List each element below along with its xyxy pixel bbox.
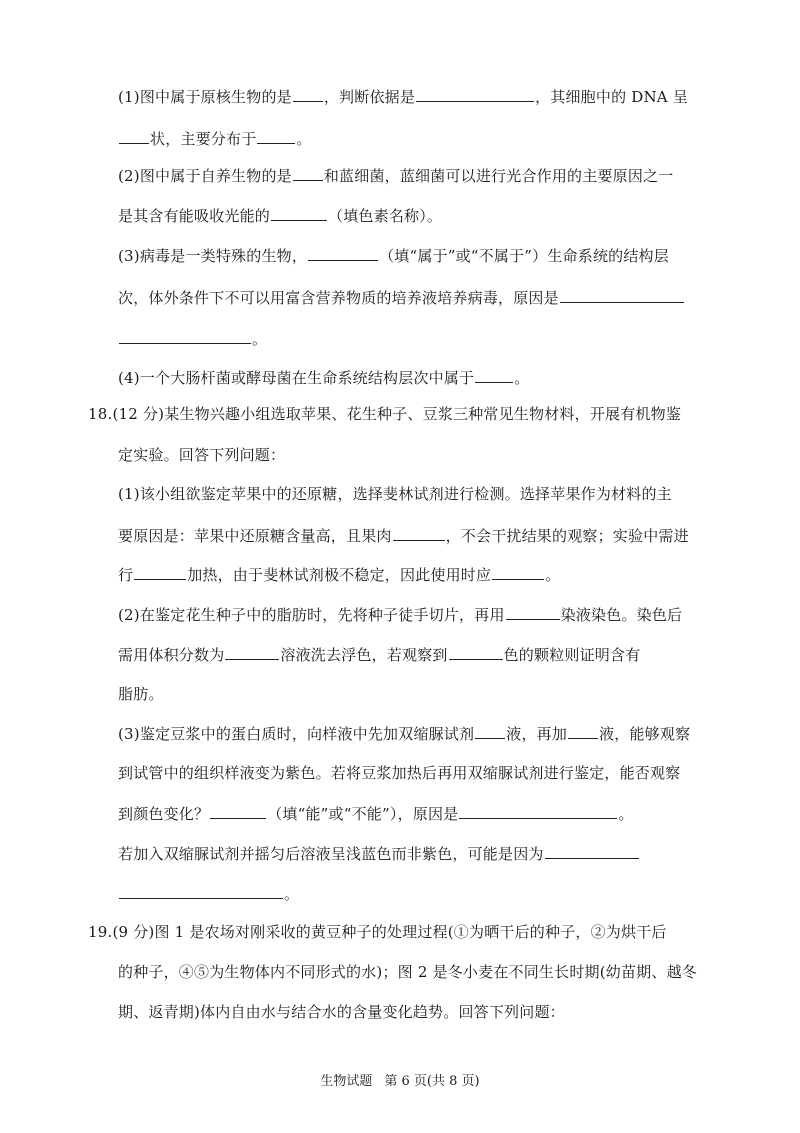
q18-part1-line2: 要原因是：苹果中还原糖含量高，且果肉 ，不会干扰结果的观察；实验中需进 <box>118 527 689 545</box>
answer-blank[interactable] <box>475 367 513 383</box>
q18-part1-line3: 行 加热，由于斐林试剂极不稳定，因此使用时应 。 <box>118 566 561 584</box>
q18-part3-line5: 。 <box>118 883 299 904</box>
answer-blank[interactable] <box>560 287 684 303</box>
q17-part2-line2: 是其含有能吸收光能的 （填色素名称）。 <box>118 207 443 225</box>
q18-header-line2: 定实验。回答下列问题： <box>118 446 286 464</box>
q18-part2-line2: 需用体积分数为 溶液洗去浮色，若观察到 色的颗粒则证明含有 <box>118 646 641 664</box>
answer-blank[interactable] <box>459 803 617 819</box>
answer-blank[interactable] <box>492 564 544 580</box>
q17-part4: (4)一个大肠杆菌或酵母菌在生命系统结构层次中属于 。 <box>118 369 530 387</box>
answer-blank[interactable] <box>475 723 505 739</box>
q18-part3-line2: 到试管中的组织样液变为紫色。若将豆浆加热后再用双缩脲试剂进行鉴定，能否观察 <box>118 764 681 782</box>
answer-blank[interactable] <box>293 165 323 181</box>
q18-part2-line3: 脂肪。 <box>118 685 164 703</box>
q19-line1: 19.(9 分)图 1 是农场对刚采收的黄豆种子的处理过程(①为晒干后的种子，②为烘干后 <box>88 923 667 941</box>
answer-blank[interactable] <box>308 245 378 261</box>
footer-page-number: 第 6 页(共 8 页) <box>384 1074 480 1089</box>
q17-part1-line1: (1)图中属于原核生物的是 ，判断依据是 ，其细胞中的 DNA 呈 <box>118 88 688 106</box>
q18-header-line1: 18.(12 分)某生物兴趣小组选取苹果、花生种子、豆浆三种常见生物材料，开展有机物鉴 <box>88 405 682 423</box>
page-footer <box>0 1070 800 1089</box>
answer-blank[interactable] <box>568 723 598 739</box>
q19-line2: 的种子，④⑤为生物体内不同形式的水)；图 2 是冬小麦在不同生长时期(幼苗期、越冬 <box>118 963 697 981</box>
q18-part3-line3: 到颜色变化？ （填“能”或“不能”），原因是 。 <box>118 805 634 823</box>
answer-blank[interactable] <box>545 843 639 859</box>
q18-part3-line1: (3)鉴定豆浆中的蛋白质时，向样液中先加双缩脲试剂 液，再加 液，能够观察 <box>118 725 691 743</box>
answer-blank[interactable] <box>257 128 295 144</box>
answer-blank[interactable] <box>210 803 266 819</box>
q19-line3: 期、返青期)体内自由水与结合水的含量变化趋势。回答下列问题： <box>118 1003 565 1021</box>
answer-blank[interactable] <box>119 883 283 899</box>
answer-blank[interactable] <box>449 644 503 660</box>
answer-blank[interactable] <box>293 86 323 102</box>
q18-part3-line4: 若加入双缩脲试剂并摇匀后溶液呈浅蓝色而非紫色，可能是因为 <box>118 843 640 864</box>
q17-part3-line3: 。 <box>118 328 267 349</box>
answer-blank[interactable] <box>393 525 445 541</box>
answer-blank[interactable] <box>506 604 560 620</box>
answer-blank[interactable] <box>225 644 279 660</box>
answer-blank[interactable] <box>119 328 251 344</box>
q18-part2-line1: (2)在鉴定花生种子中的脂肪时，先将种子徒手切片，再用 染液染色。染色后 <box>118 606 683 624</box>
answer-blank[interactable] <box>119 128 149 144</box>
q17-part3-line2: 次，体外条件下不可以用富含营养物质的培养液培养病毒，原因是 <box>118 287 685 308</box>
answer-blank[interactable] <box>416 86 534 102</box>
answer-blank[interactable] <box>271 205 327 221</box>
q18-part1-line1: (1)该小组欲鉴定苹果中的还原糖，选择斐林试剂进行检测。选择苹果作为材料的主 <box>118 485 672 503</box>
q17-part3-line1: (3)病毒是一类特殊的生物， （填“属于”或“不属于”）生命系统的结构层 <box>118 247 669 265</box>
q17-part1-line2: 状，主要分布于 。 <box>118 128 312 149</box>
footer-subject: 生物试题 <box>320 1074 373 1089</box>
q17-part2-line1: (2)图中属于自养生物的是 和蓝细菌，蓝细菌可以进行光合作用的主要原因之一 <box>118 167 674 185</box>
answer-blank[interactable] <box>134 564 186 580</box>
